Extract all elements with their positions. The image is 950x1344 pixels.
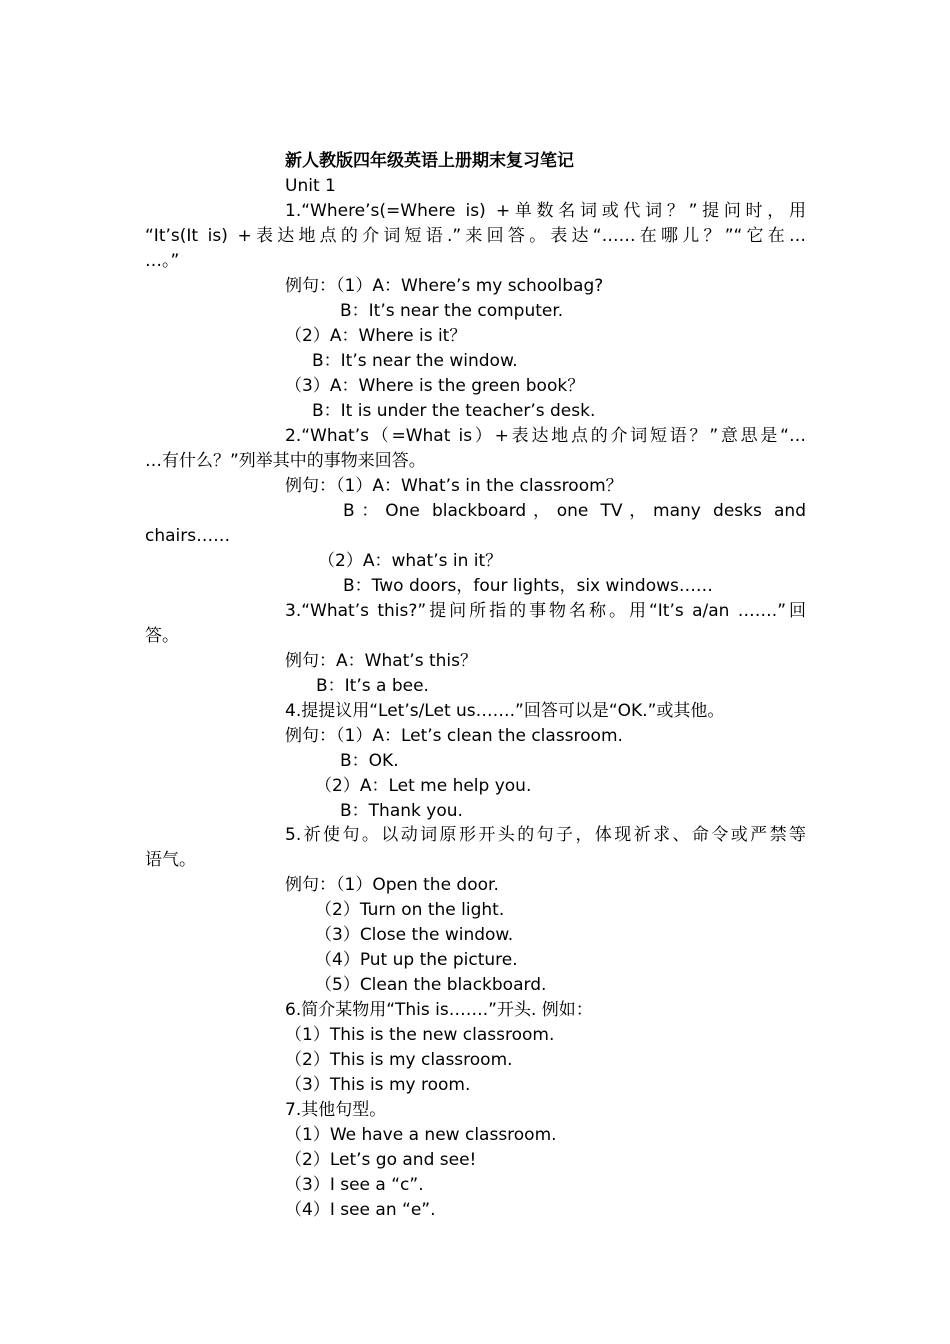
- text-line: （2）Turn on the light.: [315, 900, 505, 920]
- text-line: B：OK.: [340, 751, 399, 771]
- text-line: B：Thank you.: [340, 801, 463, 821]
- text-line: 4.提提议用“Let’s/Let us…….”回答可以是“OK.”或其他。: [285, 701, 725, 721]
- text-line: 2.“What’s（=What is）+表达地点的介词短语？”意思是“…: [285, 426, 806, 446]
- text-line: 1.“Where’s(=Where is) +单数名词或代词？”提问时，用: [285, 201, 806, 221]
- text-line: B：It is under the teacher’s desk.: [312, 401, 596, 421]
- text-line: 例句：（1）A：What’s in the classroom？: [285, 476, 623, 496]
- text-line: 6.简介某物用“This is…….”开头. 例如：: [285, 1000, 593, 1020]
- text-line: B：It’s a bee.: [316, 676, 429, 696]
- text-line: chairs……: [145, 526, 231, 546]
- text-line: 例句：（1）Open the door.: [285, 875, 499, 895]
- text-line: 例句：（1）A：Where’s my schoolbag?: [285, 276, 604, 296]
- text-line: （5）Clean the blackboard.: [315, 975, 547, 995]
- text-line: （3）I see a “c”.: [285, 1175, 424, 1195]
- text-line: （2）A：Let me help you.: [315, 776, 532, 796]
- text-line: 3.“What’s this?”提问所指的事物名称。用“It’s a/an …….”回: [285, 601, 806, 621]
- text-line: （3）Close the window.: [315, 925, 514, 945]
- unit-heading: Unit 1: [285, 176, 336, 196]
- text-line: B：One blackboard，one TV，many desks and: [343, 501, 806, 521]
- text-line: （2）Let’s go and see!: [285, 1150, 477, 1170]
- text-line: （3）A：Where is the green book？: [285, 376, 585, 396]
- text-line: B：Two doors，four lights，six windows……: [343, 576, 713, 596]
- text-line: （2）This is my classroom.: [285, 1050, 513, 1070]
- text-line: 答。: [145, 626, 179, 646]
- text-line: （4）I see an “e”.: [285, 1200, 436, 1220]
- text-line: 例句：A：What’s this？: [285, 651, 477, 671]
- text-line: 例句：（1）A：Let’s clean the classroom.: [285, 726, 623, 746]
- text-line: 7.其他句型。: [285, 1100, 387, 1120]
- text-line: B：It’s near the window.: [312, 351, 518, 371]
- text-line: （1）We have a new classroom.: [285, 1125, 557, 1145]
- text-line: 5.祈使句。以动词原形开头的句子，体现祈求、命令或严禁等: [285, 825, 806, 845]
- text-line: B：It’s near the computer.: [340, 301, 564, 321]
- text-line: （2）A：Where is it？: [285, 326, 467, 346]
- text-line: （2）A：what’s in it？: [318, 551, 503, 571]
- text-line: （3）This is my room.: [285, 1075, 471, 1095]
- text-line: （1）This is the new classroom.: [285, 1025, 555, 1045]
- text-line: （4）Put up the picture.: [315, 950, 518, 970]
- text-line: “It’s(It is) +表达地点的介词短语.”来回答。表达“……在哪儿？”“它在…: [145, 226, 806, 246]
- text-line: …。”: [145, 251, 180, 271]
- document-title: 新人教版四年级英语上册期末复习笔记: [285, 151, 574, 171]
- text-line: 语气。: [145, 850, 196, 870]
- text-line: …有什么？”列举其中的事物来回答。: [145, 451, 426, 471]
